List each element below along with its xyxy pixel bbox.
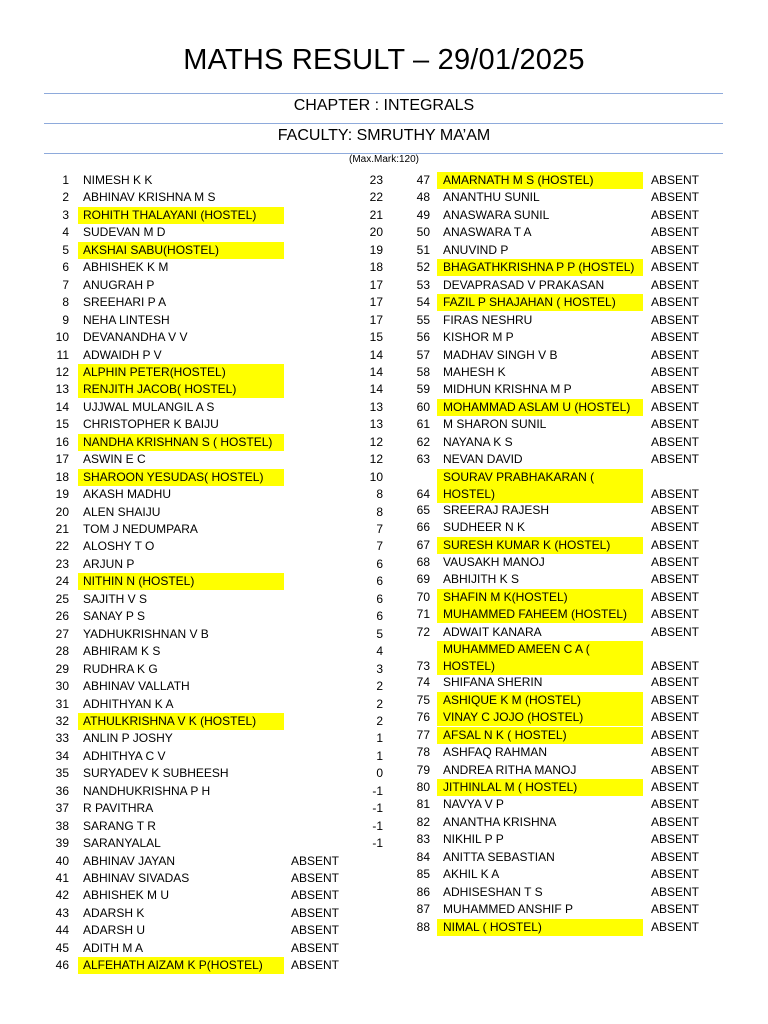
absent-status: ABSENT	[651, 207, 700, 222]
student-name: ANDREA RITHA MANOJ	[443, 762, 577, 777]
student-name: SREEHARI P A	[83, 295, 167, 310]
absent-status: ABSENT	[651, 607, 700, 622]
row-number: 15	[55, 417, 69, 432]
student-name: ALOSHY T O	[83, 539, 155, 554]
row-number: 37	[55, 801, 69, 816]
absent-status: ABSENT	[651, 190, 700, 205]
row-number: 79	[416, 762, 430, 777]
absent-status: ABSENT	[651, 902, 700, 917]
chapter-heading: CHAPTER : INTEGRALS	[293, 97, 475, 114]
student-mark: -1	[372, 801, 383, 816]
student-name: NEVAN DAVID	[443, 452, 523, 467]
row-number: 56	[416, 330, 430, 345]
student-name: ADWAIDH P V	[83, 347, 162, 362]
absent-status: ABSENT	[651, 867, 700, 882]
student-name: NIMAL ( HOSTEL)	[437, 919, 643, 936]
student-name: UJJWAL MULANGIL A S	[83, 399, 215, 414]
absent-status: ABSENT	[651, 277, 700, 292]
student-name: VINAY C JOJO (HOSTEL)	[437, 709, 643, 726]
absent-status: ABSENT	[651, 537, 700, 552]
student-name: SUDHEER N K	[443, 520, 526, 535]
student-name: ANASWARA SUNIL	[443, 207, 550, 222]
row-number: 70	[416, 589, 430, 604]
student-mark: 14	[369, 347, 383, 362]
student-mark: -1	[372, 818, 383, 833]
absent-status: ABSENT	[651, 452, 700, 467]
student-mark: 12	[369, 434, 383, 449]
student-name: YADHUKRISHNAN V B	[83, 626, 209, 641]
row-number: 52	[416, 260, 430, 275]
student-mark: 10	[369, 469, 383, 484]
absent-status: ABSENT	[651, 779, 700, 794]
absent-status: ABSENT	[291, 923, 340, 938]
student-mark: 1	[376, 748, 383, 763]
student-mark: 8	[376, 487, 383, 502]
student-name: ANANTHU SUNIL	[443, 190, 540, 205]
student-name: AFSAL N K ( HOSTEL)	[437, 727, 643, 744]
absent-status: ABSENT	[651, 242, 700, 257]
student-name: ALFEHATH AIZAM K P(HOSTEL)	[78, 957, 284, 974]
row-number: 39	[55, 836, 69, 851]
absent-status: ABSENT	[651, 745, 700, 760]
student-mark: 6	[376, 591, 383, 606]
student-name: ABHINAV JAYAN	[83, 853, 176, 868]
row-number: 75	[416, 692, 430, 707]
row-number: 69	[416, 572, 430, 587]
absent-status: ABSENT	[291, 958, 340, 973]
student-name: FIRAS NESHRU	[443, 312, 533, 327]
student-name: SHIFANA SHERIN	[443, 675, 543, 690]
student-name: AMARNATH M S (HOSTEL)	[437, 172, 643, 189]
absent-status: ABSENT	[651, 589, 700, 604]
student-name: SUDEVAN M D	[83, 225, 166, 240]
absent-status: ABSENT	[651, 675, 700, 690]
absent-status: ABSENT	[651, 382, 700, 397]
row-number: 76	[416, 710, 430, 725]
row-number: 59	[416, 382, 430, 397]
student-mark: 13	[369, 417, 383, 432]
absent-status: ABSENT	[291, 871, 340, 885]
row-number: 66	[416, 520, 430, 535]
row-number: 30	[55, 679, 69, 694]
student-name: DEVANANDHA V V	[83, 330, 188, 345]
student-mark: 17	[369, 277, 383, 292]
row-number: 86	[416, 884, 430, 899]
row-number: 35	[55, 766, 69, 781]
row-number: 58	[416, 364, 430, 379]
absent-status: ABSENT	[651, 486, 700, 501]
student-mark: 17	[369, 295, 383, 310]
row-number: 26	[55, 609, 69, 624]
row-number: 48	[416, 190, 430, 205]
student-name: ADITH M A	[83, 940, 144, 955]
row-number: 12	[55, 364, 69, 379]
absent-status: ABSENT	[651, 399, 700, 414]
absent-status: ABSENT	[651, 312, 700, 327]
absent-status: ABSENT	[651, 727, 700, 742]
student-mark: 15	[369, 330, 383, 345]
row-number: 5	[62, 242, 69, 257]
absent-status: ABSENT	[651, 710, 700, 725]
student-name: NITHIN N (HOSTEL)	[78, 573, 284, 590]
student-name: FAZIL P SHAJAHAN ( HOSTEL)	[437, 294, 643, 311]
student-name: NAYANA K S	[443, 434, 513, 449]
row-number: 65	[416, 502, 430, 517]
row-number: 20	[55, 504, 69, 519]
absent-status: ABSENT	[651, 919, 700, 934]
student-name: ADARSH U	[83, 923, 146, 938]
divider-top	[44, 93, 723, 94]
student-name: SHAROON YESUDAS( HOSTEL)	[78, 469, 284, 486]
student-name: BHAGATHKRISHNA P P (HOSTEL)	[437, 259, 643, 276]
absent-status: ABSENT	[651, 364, 700, 379]
student-mark: 22	[369, 190, 383, 205]
row-number: 51	[416, 242, 430, 257]
student-name: ABHINAV VALLATH	[83, 679, 190, 694]
row-number: 64	[416, 486, 430, 501]
row-number: 72	[416, 624, 430, 639]
student-name: ROHITH THALAYANI (HOSTEL)	[78, 207, 284, 224]
row-number: 83	[416, 832, 430, 847]
row-number: 40	[55, 853, 69, 868]
student-name: SANAY P S	[83, 609, 146, 624]
row-number: 4	[62, 225, 69, 240]
student-name: NIMESH K K	[83, 173, 153, 187]
absent-status: ABSENT	[651, 814, 700, 829]
student-mark: 23	[369, 173, 383, 187]
student-name: NANDHA KRISHNAN S ( HOSTEL)	[78, 434, 284, 451]
row-number: 55	[416, 312, 430, 327]
row-number: 28	[55, 644, 69, 659]
student-mark: 14	[369, 364, 383, 379]
row-number: 18	[55, 469, 69, 484]
row-number: 53	[416, 277, 430, 292]
student-name: SAJITH V S	[83, 591, 148, 606]
absent-status: ABSENT	[651, 520, 700, 535]
student-name: ANLIN P JOSHY	[83, 731, 173, 746]
row-number: 47	[416, 173, 430, 187]
student-name: SURYADEV K SUBHEESH	[83, 766, 229, 781]
row-number: 44	[55, 923, 69, 938]
student-name: ABHIJITH K S	[443, 572, 520, 587]
student-name: ABHINAV SIVADAS	[83, 871, 190, 885]
student-name: R PAVITHRA	[83, 801, 154, 816]
absent-status: ABSENT	[651, 330, 700, 345]
absent-status: ABSENT	[651, 659, 700, 674]
row-number: 68	[416, 555, 430, 569]
student-name: MAHESH K	[443, 364, 506, 379]
student-name: AKASH MADHU	[83, 487, 172, 502]
row-number: 67	[416, 537, 430, 552]
row-number: 38	[55, 818, 69, 833]
row-number: 84	[416, 849, 430, 864]
row-number: 2	[62, 190, 69, 205]
row-number: 19	[55, 487, 69, 502]
row-number: 46	[55, 958, 69, 973]
absent-status: ABSENT	[651, 173, 700, 187]
row-number: 41	[55, 871, 69, 885]
student-name: MUHAMMED AMEEN C A ( HOSTEL)	[437, 641, 643, 675]
student-mark: 14	[369, 382, 383, 397]
student-name: NEHA LINTESH	[83, 312, 170, 327]
row-number: 78	[416, 745, 430, 760]
row-number: 29	[55, 661, 69, 676]
absent-status: ABSENT	[651, 502, 700, 517]
student-name: SOURAV PRABHAKARAN ( HOSTEL)	[437, 469, 643, 503]
row-number: 74	[416, 675, 430, 690]
absent-status: ABSENT	[291, 888, 340, 903]
absent-status: ABSENT	[651, 555, 700, 569]
student-mark: 2	[376, 713, 383, 728]
student-name: VAUSAKH MANOJ	[443, 555, 545, 569]
student-name: SARANYALAL	[83, 836, 161, 851]
student-name: SURESH KUMAR K (HOSTEL)	[437, 537, 643, 554]
student-name: ANITTA SEBASTIAN	[443, 849, 555, 864]
absent-status: ABSENT	[651, 434, 700, 449]
row-number: 1	[62, 173, 69, 187]
student-name: ANUVIND P	[443, 242, 509, 257]
row-number: 8	[62, 295, 69, 310]
row-number: 9	[62, 312, 69, 327]
student-name: SHAFIN M K(HOSTEL)	[437, 589, 643, 606]
row-number: 43	[55, 905, 69, 920]
absent-status: ABSENT	[651, 417, 700, 432]
absent-status: ABSENT	[291, 853, 340, 868]
student-name: ASHFAQ RAHMAN	[443, 745, 548, 760]
absent-status: ABSENT	[651, 295, 700, 310]
row-number: 27	[55, 626, 69, 641]
row-number: 77	[416, 727, 430, 742]
student-mark: 20	[369, 225, 383, 240]
student-mark: 6	[376, 556, 383, 571]
row-number: 21	[55, 522, 69, 536]
student-mark: 1	[376, 731, 383, 746]
student-mark: 5	[376, 626, 383, 641]
student-name: SARANG T R	[83, 818, 156, 833]
student-name: ANASWARA T A	[443, 225, 532, 240]
student-name: ABHISHEK K M	[83, 260, 169, 275]
student-name: JITHINLAL M ( HOSTEL)	[437, 779, 643, 796]
row-number: 54	[416, 295, 430, 310]
absent-status: ABSENT	[651, 347, 700, 362]
student-name: ABHISHEK M U	[83, 888, 170, 903]
student-name: RUDHRA K G	[83, 661, 158, 676]
student-name: MIDHUN KRISHNA M P	[443, 382, 572, 397]
row-number: 3	[62, 207, 69, 222]
student-name: ARJUN P	[83, 556, 135, 571]
divider-middle	[44, 123, 723, 124]
row-number: 24	[55, 574, 69, 589]
student-name: ALEN SHAIJU	[83, 504, 161, 519]
row-number: 10	[55, 330, 69, 345]
student-mark: -1	[372, 836, 383, 851]
student-name: ABHINAV KRISHNA M S	[83, 190, 216, 205]
absent-status: ABSENT	[651, 260, 700, 275]
student-name: ADHISESHAN T S	[443, 884, 543, 899]
absent-status: ABSENT	[651, 692, 700, 707]
student-name: ATHULKRISHNA V K (HOSTEL)	[78, 713, 284, 730]
row-number: 33	[55, 731, 69, 746]
absent-status: ABSENT	[651, 624, 700, 639]
student-mark: 19	[369, 242, 383, 257]
student-name: ANUGRAH P	[83, 277, 155, 292]
student-name: RENJITH JACOB( HOSTEL)	[78, 381, 284, 398]
student-name: ADHITHYAN K A	[83, 696, 174, 711]
row-number: 34	[55, 748, 69, 763]
row-number: 85	[416, 867, 430, 882]
student-name: DEVAPRASAD V PRAKASAN	[443, 277, 605, 292]
row-number: 36	[55, 783, 69, 798]
student-mark: 6	[376, 609, 383, 624]
student-mark: 2	[376, 696, 383, 711]
row-number: 32	[55, 713, 69, 728]
absent-status: ABSENT	[291, 940, 340, 955]
student-name: NIKHIL P P	[443, 832, 504, 847]
row-number: 73	[416, 659, 430, 674]
student-name: ADWAIT KANARA	[443, 624, 542, 639]
row-number: 49	[416, 207, 430, 222]
max-mark-note: (Max.Mark:120)	[348, 154, 419, 165]
student-name: NANDHUKRISHNA P H	[83, 783, 211, 798]
student-mark: 13	[369, 399, 383, 414]
row-number: 61	[416, 417, 430, 432]
row-number: 88	[416, 919, 430, 934]
student-mark: 7	[376, 522, 383, 536]
absent-status: ABSENT	[291, 905, 340, 920]
student-name: MOHAMMAD ASLAM U (HOSTEL)	[437, 399, 643, 416]
absent-status: ABSENT	[651, 762, 700, 777]
student-name: KISHOR M P	[443, 330, 514, 345]
faculty-heading: FACULTY: SMRUTHY MA’AM	[277, 127, 491, 144]
student-mark: 17	[369, 312, 383, 327]
row-number: 60	[416, 399, 430, 414]
student-mark: 2	[376, 679, 383, 694]
student-mark: -1	[372, 783, 383, 798]
absent-status: ABSENT	[651, 849, 700, 864]
student-name: NAVYA V P	[443, 797, 504, 812]
row-number: 63	[416, 452, 430, 467]
student-name: MUHAMMED FAHEEM (HOSTEL)	[437, 606, 643, 623]
row-number: 42	[55, 888, 69, 903]
student-name: ASHIQUE K M (HOSTEL)	[437, 692, 643, 709]
student-name: ALPHIN PETER(HOSTEL)	[78, 364, 284, 381]
absent-status: ABSENT	[651, 572, 700, 587]
absent-status: ABSENT	[651, 884, 700, 899]
student-name: ADARSH K	[83, 905, 145, 920]
row-number: 80	[416, 779, 430, 794]
row-number: 6	[62, 260, 69, 275]
row-number: 7	[62, 277, 69, 292]
student-mark: 4	[376, 644, 383, 659]
student-name: AKHIL K A	[443, 867, 500, 882]
student-mark: 12	[369, 452, 383, 467]
student-name: M SHARON SUNIL	[443, 417, 547, 432]
student-mark: 8	[376, 504, 383, 519]
row-number: 57	[416, 347, 430, 362]
row-number: 62	[416, 434, 430, 449]
student-name: ABHIRAM K S	[83, 644, 161, 659]
row-number: 31	[55, 696, 69, 711]
student-mark: 6	[376, 574, 383, 589]
student-name: CHRISTOPHER K BAIJU	[83, 417, 219, 432]
row-number: 81	[416, 797, 430, 812]
row-number: 25	[55, 591, 69, 606]
student-name: SREERAJ RAJESH	[443, 502, 550, 517]
student-name: MUHAMMED ANSHIF P	[443, 902, 574, 917]
row-number: 23	[55, 556, 69, 571]
student-mark: 18	[369, 260, 383, 275]
row-number: 17	[55, 452, 69, 467]
student-mark: 3	[376, 661, 383, 676]
row-number: 45	[55, 940, 69, 955]
absent-status: ABSENT	[651, 797, 700, 812]
student-mark: 7	[376, 539, 383, 554]
student-name: TOM J NEDUMPARA	[83, 522, 198, 536]
row-number: 87	[416, 902, 430, 917]
row-number: 50	[416, 225, 430, 240]
student-name: AKSHAI SABU(HOSTEL)	[78, 242, 284, 259]
student-mark: 0	[376, 766, 383, 781]
row-number: 14	[55, 399, 69, 414]
student-mark: 21	[369, 207, 383, 222]
row-number: 16	[55, 434, 69, 449]
absent-status: ABSENT	[651, 832, 700, 847]
absent-status: ABSENT	[651, 225, 700, 240]
student-name: ADHITHYA C V	[83, 748, 166, 763]
row-number: 71	[416, 607, 430, 622]
row-number: 13	[55, 382, 69, 397]
student-name: ASWIN E C	[83, 452, 146, 467]
row-number: 11	[56, 347, 69, 362]
row-number: 82	[416, 814, 430, 829]
student-name: ANANTHA KRISHNA	[443, 814, 557, 829]
row-number: 22	[55, 539, 69, 554]
student-name: MADHAV SINGH V B	[443, 347, 558, 362]
page-title: MATHS RESULT – 29/01/2025	[183, 44, 585, 76]
